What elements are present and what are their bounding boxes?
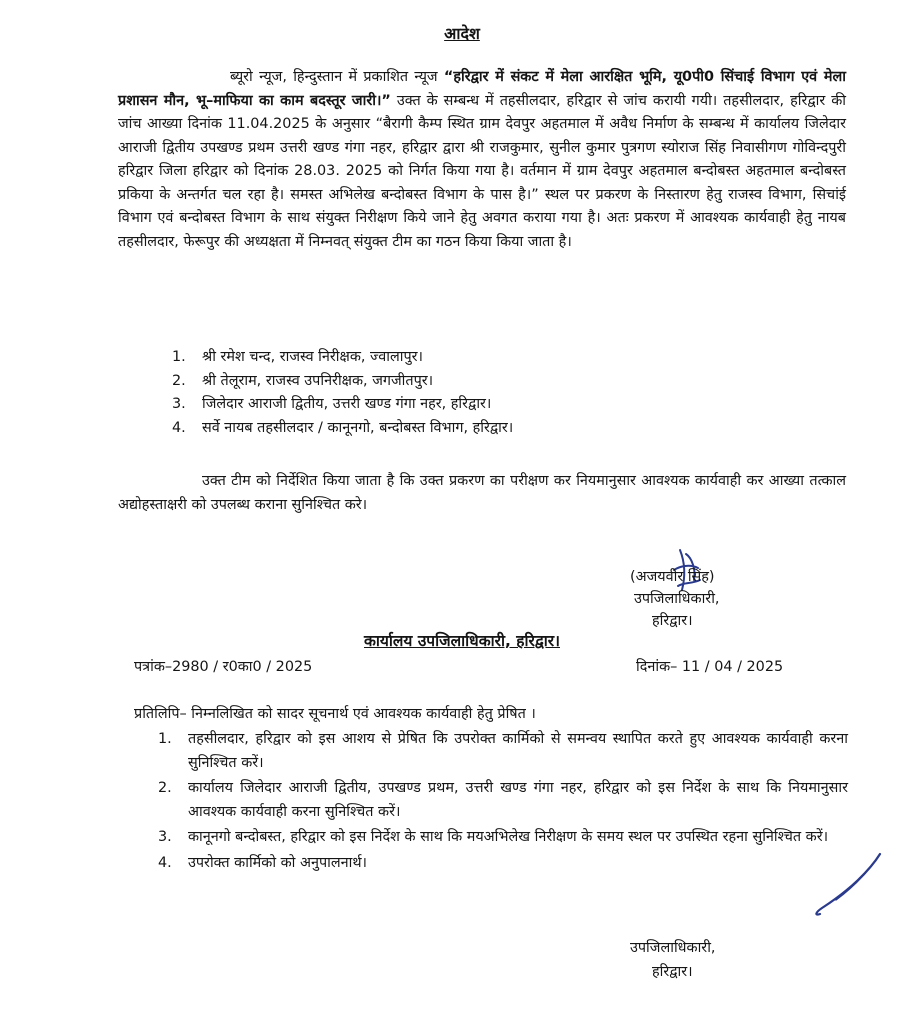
team-member: श्री रमेश चन्द, राजस्व निरीक्षक, ज्वालापुर। xyxy=(202,349,423,365)
list-item xyxy=(172,346,513,370)
signature-mark xyxy=(780,850,900,925)
list-number: 4. xyxy=(172,419,186,436)
signatory-block xyxy=(630,566,810,632)
list-number: 1. xyxy=(158,731,172,747)
list-number: 2. xyxy=(172,372,186,389)
news-lead: ब्यूरो न्यूज, हिन्दुस्तान में प्रकाशित न्यूज xyxy=(230,69,438,85)
copy-to-intro: प्रतिलिपि– निम्नलिखित को सादर सूचनार्थ एवं आवश्यक कार्यवाही हेतु प्रेषित । xyxy=(134,706,536,722)
footer-designation: उपजिलाधिकारी, xyxy=(630,940,716,956)
list-number: 3. xyxy=(172,396,186,412)
team-list xyxy=(172,346,513,440)
list-number: 4. xyxy=(158,854,172,871)
team-member: जिलेदार आराजी द्वितीय, उत्तरी खण्ड गंगा नहर, हरिद्वार। xyxy=(202,396,492,412)
list-number: 3. xyxy=(158,829,172,845)
copy-recipient: कार्यालय जिलेदार आराजी द्वितीय, उपखण्ड प्रथम, उत्तरी खण्ड गंगा नहर, हरिद्वार को इस निर्देश के साथ कि नियमानुसार आवश्यक कार्यवाही करना सुनिश्चित करें। xyxy=(188,780,848,820)
team-member: सर्वे नायब तहसीलदार / कानूनगो, बन्दोबस्त विभाग, हरिद्वार। xyxy=(202,419,514,436)
list-item xyxy=(158,777,848,824)
footer-signatory-block xyxy=(630,936,716,984)
copy-to-list xyxy=(158,728,848,877)
copy-recipient: उपरोक्त कार्मिको को अनुपालनार्थ। xyxy=(188,854,367,871)
news-headline: “हरिद्वार में संकट में मेला आरक्षित भूमि, यू0पी0 सिंचाई विभाग एवं मेला प्रशासन मौन, भू–माफिया का काम बदस्तूर जारी।” xyxy=(118,69,847,109)
reference-date: दिनांक– 11 / 04 / 2025 xyxy=(636,659,784,675)
signatory-place: हरिद्वार। xyxy=(652,613,693,629)
list-item xyxy=(158,728,848,775)
order-paragraph-2 xyxy=(118,470,846,517)
team-member: श्री तेलूराम, राजस्व उपनिरीक्षक, जगजीतपुर। xyxy=(202,372,434,389)
order-paragraph-1 xyxy=(118,66,846,254)
footer-place: हरिद्वार। xyxy=(652,964,693,980)
reference-number: पत्रांक–2980 / र0का0 / 2025 xyxy=(134,659,313,675)
document-title: आदेश xyxy=(444,24,480,43)
order-body-text: उक्त के सम्बन्ध में तहसीलदार, हरिद्वार से जांच करायी गयी। तहसीलदार, हरिद्वार की जांच आख्या दिनांक 11.04.2025 के अनुसार “बैरागी कैम्प स्थित ग्राम देवपुर अहतमाल में अवैध निर्माण के सम्बन्ध में कार्यालय जिलेदार आराजी द्वितीय उपखण्ड प्रथम उत्तरी खण्ड गंगा नहर, हरिद्वार द्वारा श्री राजकुमार, सुनील कुमार पुत्रगण स्योराज सिंह निवासीगण गोविन्दपुरी हरिद्वार जिला हरिद्वार को दिनांक 28.03. 2025 को निर्गत किया गया है। वर्तमान में ग्राम देवपुर अहतमाल बन्दोबस्त अहतमाल बन्दोबस्त प्रकिया के अन्तर्गत चल रहा है। समस्त अभिलेख बन्दोबस्त विभाग के पास है।” स्थल पर प्रकरण के निस्तारण हेतु राजस्व विभाग, सिचांई विभाग एवं बन्दोबस्त विभाग के साथ संयुक्त निरीक्षण किये जाने हेतु अवगत कराया गया है। अतः प्रकरण में आवश्यक कार्यवाही हेतु नायब तहसीलदार, फेरूपुर की अध्यक्षता में निम्नवत् संयुक्त टीम का गठन किया किया जाता है। xyxy=(118,92,846,250)
list-number: 2. xyxy=(158,780,172,796)
directive-text: उक्त टीम को निर्देशित किया जाता है कि उक्त प्रकरण का परीक्षण कर नियमानुसार आवश्यक कार्यवाही कर आख्या तत्काल अद्योहस्ताक्षरी को उपलब्ध कराना सुनिश्चित करे। xyxy=(118,473,846,513)
office-heading: कार्यालय उपजिलाधिकारी, हरिद्वार। xyxy=(364,632,560,650)
signatory-designation: उपजिलाधिकारी, xyxy=(634,591,720,607)
signatory-name: (अजयवीर सिंह) xyxy=(630,569,715,585)
list-number: 1. xyxy=(172,349,186,365)
list-item xyxy=(158,826,848,850)
list-item xyxy=(172,393,513,417)
list-item xyxy=(172,370,513,394)
list-item xyxy=(158,852,848,876)
copy-recipient: कानूनगो बन्दोबस्त, हरिद्वार को इस निर्देश के साथ कि मयअभिलेख निरीक्षण के समय स्थल पर उपस्थित रहना सुनिश्चित करें। xyxy=(188,829,829,845)
copy-recipient: तहसीलदार, हरिद्वार को इस आशय से प्रेषित कि उपरोक्त कार्मिको से समन्वय स्थापित करते हुए आवश्यक कार्यवाही करना सुनिश्चित करें। xyxy=(188,731,848,771)
list-item xyxy=(172,417,513,441)
